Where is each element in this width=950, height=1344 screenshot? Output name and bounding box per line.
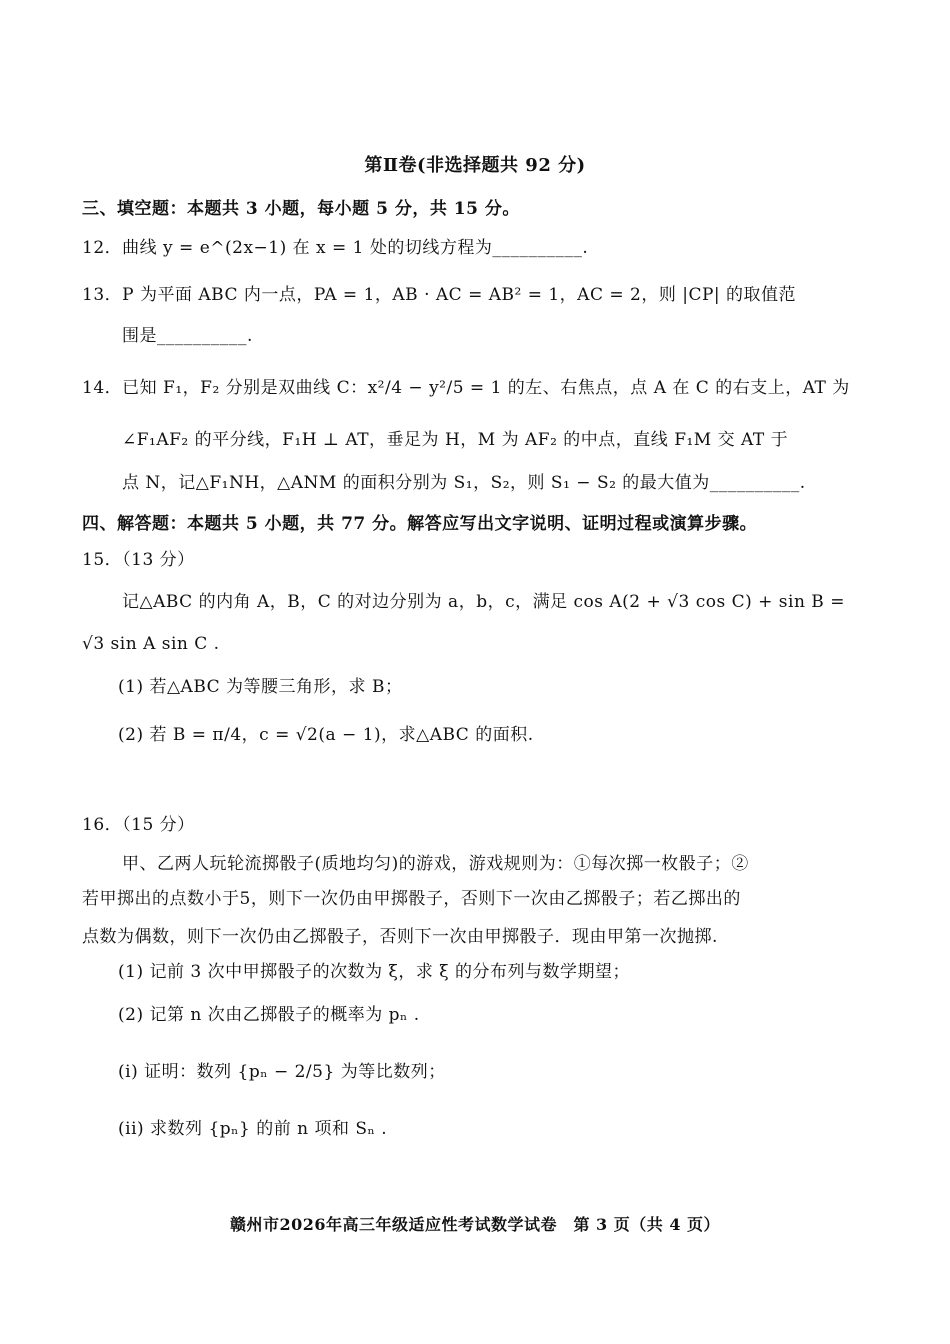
question-16-part-2: (2) 记第 n 次由乙掷骰子的概率为 pₙ . xyxy=(118,1005,420,1025)
question-16-part-2-ii: (ii) 求数列 {pₙ} 的前 n 项和 Sₙ . xyxy=(118,1119,388,1139)
solve-heading: 四、解答题：本题共 5 小题，共 77 分。解答应写出文字说明、证明过程或演算步骤。 xyxy=(82,514,758,534)
question-14-line-3: 点 N，记△F₁NH，△ANM 的面积分别为 S₁，S₂，则 S₁ − S₂ 的最大值为__________. xyxy=(122,473,806,493)
question-16-line-2: 若甲掷出的点数小于5，则下一次仍由甲掷骰子，否则下一次由乙掷骰子；若乙掷出的 xyxy=(82,889,741,909)
fill-in-heading: 三、填空题：本题共 3 小题，每小题 5 分，共 15 分。 xyxy=(82,199,520,219)
page-footer: 赣州市2026年高三年级适应性考试数学试卷 第 3 页（共 4 页） xyxy=(229,1215,721,1234)
question-15-line-2: √3 sin A sin C . xyxy=(82,634,220,654)
question-15-line-1: 记△ABC 的内角 A，B，C 的对边分别为 a，b，c，满足 cos A(2 + √3 cos C) + sin B = xyxy=(122,592,845,612)
question-15-part-1: (1) 若△ABC 为等腰三角形，求 B； xyxy=(118,677,403,697)
question-16-line-1: 甲、乙两人玩轮流掷骰子(质地均匀)的游戏，游戏规则为：①每次掷一枚骰子；② xyxy=(122,854,749,874)
question-16-header: 16．（15 分） xyxy=(82,815,195,835)
question-16-part-1: (1) 记前 3 次中甲掷骰子的次数为 ξ，求 ξ 的分布列与数学期望； xyxy=(118,962,631,982)
question-14-line-2: ∠F₁AF₂ 的平分线，F₁H ⊥ AT，垂足为 H，M 为 AF₂ 的中点，直线 F₁M 交 AT 于 xyxy=(122,430,789,450)
question-16-part-2-i: (i) 证明：数列 {pₙ − 2/5} 为等比数列； xyxy=(118,1062,446,1082)
question-12: 12．曲线 y = e^(2x−1) 在 x = 1 处的切线方程为__________. xyxy=(82,238,589,258)
question-14-line-1: 14．已知 F₁，F₂ 分别是双曲线 C：x²/4 − y²/5 = 1 的左、右焦点，点 A 在 C 的右支上，AT 为 xyxy=(82,378,850,398)
question-13-line-2: 围是__________. xyxy=(122,326,253,346)
question-13-line-1: 13．P 为平面 ABC 内一点，PA = 1，AB · AC = AB² = 1，AC = 2，则 |CP| 的取值范 xyxy=(82,285,797,305)
question-16-line-3: 点数为偶数，则下一次仍由乙掷骰子，否则下一次由甲掷骰子．现由甲第一次抛掷. xyxy=(82,927,718,947)
question-15-header: 15．（13 分） xyxy=(82,550,195,570)
question-15-part-2: (2) 若 B = π/4，c = √2(a − 1)，求△ABC 的面积. xyxy=(118,725,534,745)
section-title: 第Ⅱ卷(非选择题共 92 分) xyxy=(364,155,586,176)
